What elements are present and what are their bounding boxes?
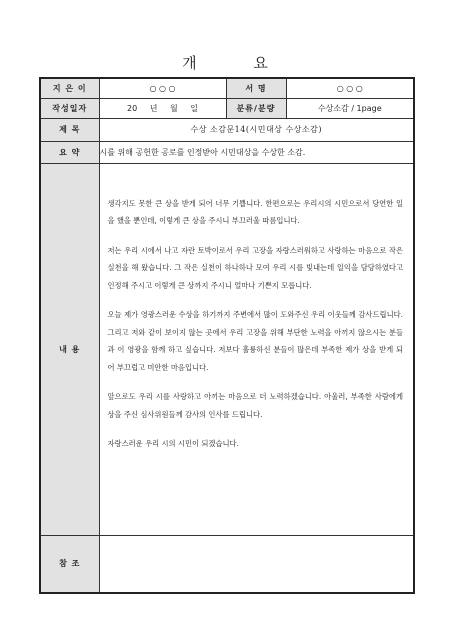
content-label: 내 용 bbox=[40, 163, 99, 535]
overview-table bbox=[39, 77, 415, 594]
content-paragraph: 저는 우리 시에서 나고 자란 토박이로서 우리 고장을 자랑스러워하고 사랑하는 마음으로 작은 실천을 해 왔습니다. 그 작은 실천이 하나하나 모여 우리 시를 빛내는데 일익을 담당하였다고 인정해 주시고 이렇게 큰 상까지 주시니 얼마나 기쁜지 모릅니다. bbox=[107, 245, 403, 290]
author-value: ○ ○ ○ bbox=[99, 78, 226, 98]
date-label: 작성일자 bbox=[40, 98, 99, 118]
summary-value: 시를 위해 공헌한 공로를 인정받아 시민대상을 수상한 소감. bbox=[99, 141, 414, 163]
category-label: 분류/분량 bbox=[226, 98, 286, 118]
content-paragraph: 자랑스러운 우리 시의 시민이 되겠습니다. bbox=[107, 439, 239, 448]
content-paragraph: 앞으로도 우리 시를 사랑하고 아끼는 마음으로 더 노력하겠습니다. 아울러, 부족한 사람에게 상을 주신 심사위원들께 감사의 인사를 드립니다. bbox=[107, 392, 403, 419]
summary-label: 요 약 bbox=[40, 141, 99, 163]
author-label: 지 은 이 bbox=[40, 78, 99, 98]
reference-label: 참 조 bbox=[40, 535, 99, 593]
content-paragraph: 생각지도 못한 큰 상을 받게 되어 너무 기쁩니다. 한편으로는 우리시의 시민으로서 당연한 일을 했을 뿐인데, 이렇게 큰 상을 주시니 부끄러울 따름입니다. bbox=[107, 198, 403, 225]
category-value: 수상소감 / 1page bbox=[286, 98, 414, 118]
signature-value: ○ ○ ○ bbox=[286, 78, 414, 98]
reference-value bbox=[99, 535, 414, 593]
document-title: 개 요 bbox=[182, 54, 294, 72]
content-paragraph: 오늘 제가 영광스러운 수상을 하기까지 주변에서 많이 도와주신 우리 이웃들께 감사드립니다. 그리고 저와 같이 보이지 않는 곳에서 우리 고장을 위해 부단한 노력을 아끼지 않으시는 분들과 이 영광을 함께 하고 싶습니다. 저보다 훌륭하신 분들이 많은데 부족한 제가 상을 받게 되어 부끄럽고 미안한 마음입니다. bbox=[107, 310, 403, 372]
signature-label: 서 명 bbox=[226, 78, 286, 98]
date-value: 20 년 월 일 bbox=[99, 98, 226, 118]
content-body bbox=[99, 163, 414, 535]
subject-label: 제 목 bbox=[40, 118, 99, 141]
subject-value: 수상 소감문14(시민대상 수상소감) bbox=[99, 118, 414, 141]
